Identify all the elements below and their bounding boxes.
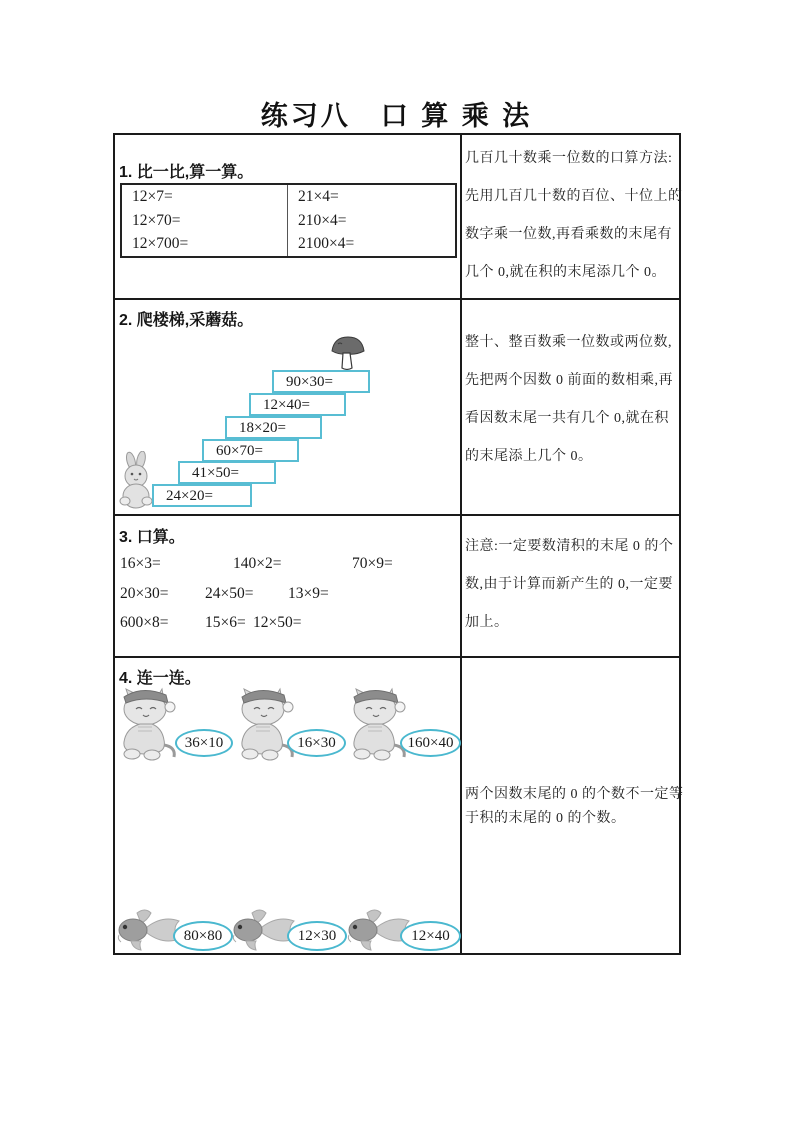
section2-note: 整十、整百数乘一位数或两位数, 先把两个因数 0 前面的数相乘,再 看因数末尾一共有几个 0,就在积 的末尾添上几个 0。 <box>465 335 673 464</box>
problem: 70×9= <box>352 555 393 572</box>
section4-heading: 4. 连一连。 <box>119 670 201 687</box>
problem: 210×4= <box>298 211 347 229</box>
problem: 600×8= <box>120 614 169 631</box>
section3-heading: 3. 口算。 <box>119 529 185 546</box>
section1-right-problems <box>298 185 354 256</box>
section1-left-problems <box>132 185 188 256</box>
section1-heading: 1. 比一比,算一算。 <box>119 164 254 181</box>
problem: 12×700= <box>132 235 189 252</box>
stair-step: 24×20= <box>152 484 252 507</box>
stair-step: 60×70= <box>202 439 299 462</box>
stair-step: 12×40= <box>249 393 346 416</box>
section2-heading: 2. 爬楼梯,采蘑菇。 <box>119 312 254 329</box>
problem: 16×3= <box>120 555 161 572</box>
match-oval-cat: 16×30 <box>287 729 346 757</box>
section3-note: 注意:一定要数清积的末尾 0 的个 数,由于计算而新产生的 0,一定要 加上。 <box>465 539 674 630</box>
section4-note: 两个因数末尾的 0 的个数不一定等 于积的末尾的 0 的个数。 <box>465 787 684 826</box>
stair-step: 18×20= <box>225 416 322 439</box>
section1-note: 几百几十数乘一位数的口算方法: 先用几百几十数的百位、十位上的 数字乘一位数,再看乘数的末尾有 几个 0,就在积的末尾添几个 0。 <box>465 151 683 280</box>
worksheet-table <box>113 133 684 955</box>
row-divider-3 <box>115 656 679 658</box>
problem: 20×30= <box>120 585 169 602</box>
problem: 21×4= <box>298 188 339 205</box>
inner-table-divider <box>287 185 288 256</box>
problem: 13×9= <box>288 585 329 602</box>
page-title: 练习八 口 算 乘 法 <box>260 101 533 131</box>
section1-problem-table <box>120 183 457 258</box>
problem: 12×7= <box>132 188 173 205</box>
problem: 12×50= <box>253 614 302 631</box>
stair-step: 90×30= <box>272 370 370 393</box>
match-oval-cat: 160×40 <box>400 729 461 757</box>
row-divider-2 <box>115 514 679 516</box>
match-oval-fish: 12×30 <box>287 921 347 951</box>
problem: 24×50= <box>205 585 254 602</box>
match-oval-fish: 12×40 <box>400 921 461 951</box>
match-oval-fish: 80×80 <box>173 921 233 951</box>
problem: 2100×4= <box>298 235 355 252</box>
column-divider <box>460 135 462 953</box>
problem: 140×2= <box>233 555 282 572</box>
stair-step: 41×50= <box>178 461 276 484</box>
mushroom-illustration <box>328 335 368 371</box>
row-divider-1 <box>115 298 679 300</box>
problem: 15×6= <box>205 614 246 631</box>
match-oval-cat: 36×10 <box>175 729 233 757</box>
problem: 12×70= <box>132 211 181 229</box>
